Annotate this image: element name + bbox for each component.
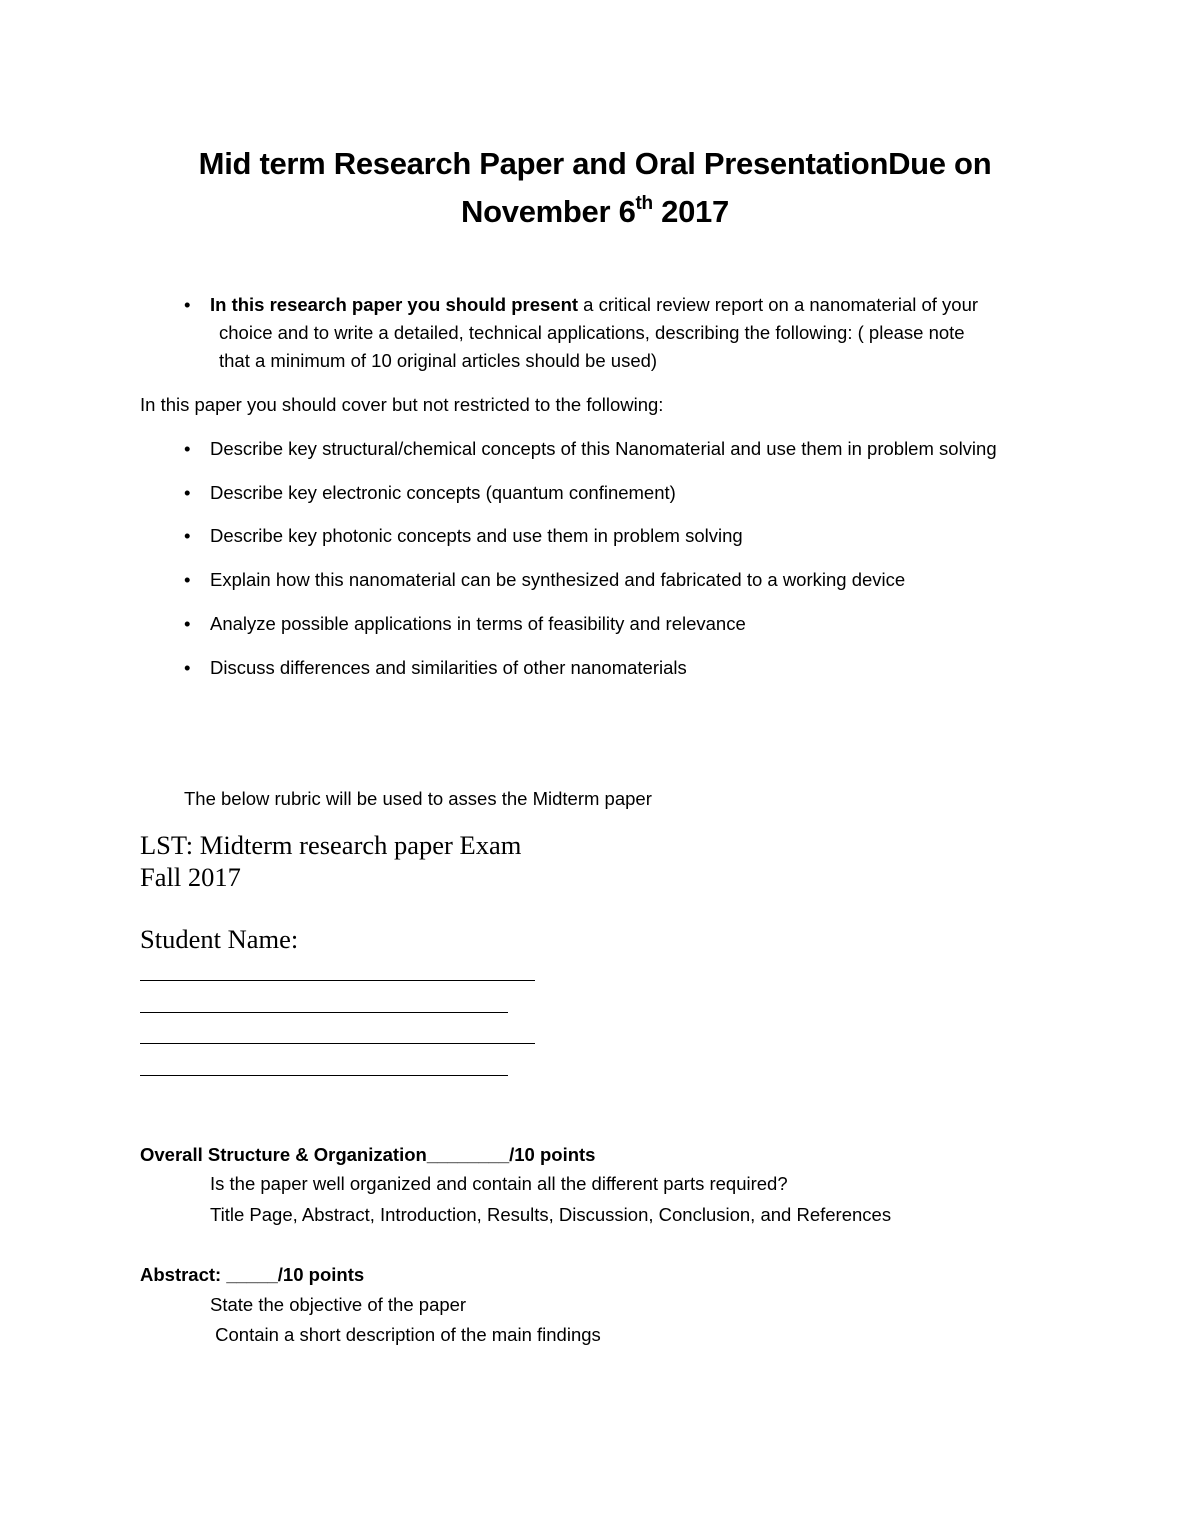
topic-item-2: • Describe key electronic concepts (quantum confinement) [210, 479, 676, 507]
topic-item-1: • Describe key structural/chemical concepts of this Nanomaterial and use them in problem solving [210, 435, 997, 463]
title-date-suffix: th [635, 193, 653, 214]
rubric-item: Is the paper well organized and contain all the different parts required? [210, 1173, 788, 1194]
intro-text-1: a critical review report on a nanomaterial of your [578, 294, 979, 315]
title-date: November 6 [461, 194, 636, 229]
student-name-label: Student Name: [140, 924, 299, 954]
name-line-1 [140, 980, 535, 981]
rubric-item: Title Page, Abstract, Introduction, Results, Discussion, Conclusion, and References [210, 1204, 892, 1225]
exam-title: LST: Midterm research paper Exam [140, 830, 522, 860]
topic-item-3: • Describe key photonic concepts and use them in problem solving [210, 522, 743, 550]
name-line-4 [140, 1075, 508, 1076]
intro-bullet [210, 291, 1070, 375]
cover-text: In this paper you should cover but not restricted to the following: [140, 394, 664, 415]
name-line-2 [140, 1012, 508, 1013]
rubric-heading-structure: Overall Structure & Organization________/10 points [140, 1144, 596, 1165]
title-line-1: Mid term Research Paper and Oral PresentationDue on [198, 146, 992, 181]
rubric-note: The below rubric will be used to asses the Midterm paper [184, 788, 652, 809]
page-title [140, 140, 1050, 236]
title-line-2 [140, 188, 1050, 236]
topic-item-5: • Analyze possible applications in terms of feasibility and relevance [210, 610, 746, 638]
intro-text-3: that a minimum of 10 original articles should be used) [219, 350, 658, 371]
topic-item-4: • Explain how this nanomaterial can be synthesized and fabricated to a working device [210, 566, 905, 594]
rubric-item: Contain a short description of the main findings [210, 1324, 601, 1345]
exam-term: Fall 2017 [140, 862, 241, 892]
name-line-3 [140, 1043, 535, 1044]
topic-item-6: • Discuss differences and similarities of other nanomaterials [210, 654, 687, 682]
intro-text-2: choice and to write a detailed, technical applications, describing the following: ( please note [219, 322, 965, 343]
title-year: 2017 [652, 194, 729, 229]
rubric-item: State the objective of the paper [210, 1294, 467, 1315]
rubric-heading-abstract: Abstract: _____/10 points [140, 1264, 365, 1285]
intro-bold: In this research paper you should present [210, 294, 579, 315]
